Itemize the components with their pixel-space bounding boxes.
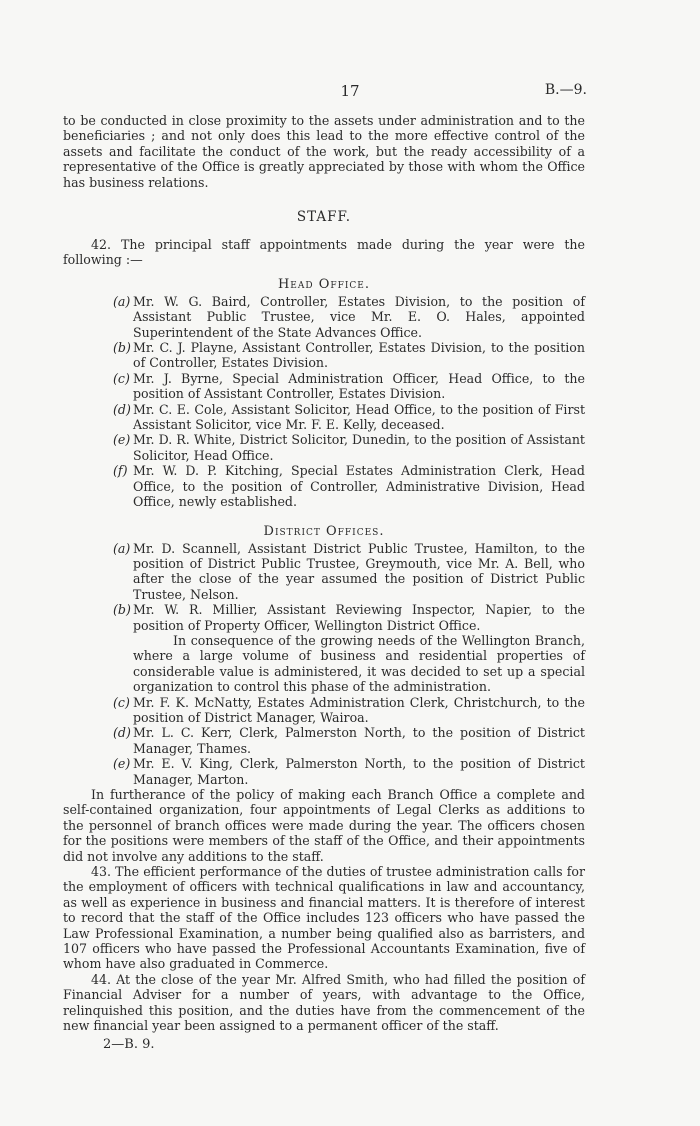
- list-item: (a) Mr. W. G. Baird, Controller, Estates Division, to the position of Assistant Public Trustee, vice Mr. E. O. Hales, appointed Superintendent of the State Advances Office.: [113, 293, 585, 340]
- district-offices-list: [63, 541, 585, 788]
- list-item: (a) Mr. D. Scannell, Assistant District Public Trustee, Hamilton, to the position of District Public Trustee, Greymouth, vice Mr. A. Bell, who after the close of the year assumed the position of District Public Trustee, Nelson.: [113, 540, 585, 602]
- paragraph-44: 44. At the close of the year Mr. Alfred Smith, who had filled the position of Financial Adviser for a number of years, with advantage to the Office, relinquished this position, and the duties have from the commencement of the new financial year been assigned to a permanent officer of the staff.: [63, 971, 585, 1034]
- document-reference: B.—9.: [544, 82, 587, 98]
- staff-heading: STAFF.: [296, 209, 352, 225]
- district-offices-heading: District Offices.: [263, 523, 385, 539]
- list-item: (f) Mr. W. D. P. Kitching, Special Estates Administration Clerk, Head Office, to the position of Controller, Administrative Division, Head Office, newly established.: [113, 463, 585, 510]
- list-item: (e) Mr. E. V. King, Clerk, Palmerston North, to the position of District Manager, Marton.: [113, 756, 585, 787]
- paragraph-42: 42. The principal staff appointments made during the year were the following :—: [63, 237, 585, 268]
- list-item: (c) Mr. J. Byrne, Special Administration Officer, Head Office, to the position of Assistant Controller, Estates Division.: [113, 370, 585, 402]
- page-number: 17: [340, 82, 360, 100]
- staff-section: [63, 209, 585, 1052]
- list-item: (b) Mr. W. R. Millier, Assistant Reviewing Inspector, Napier, to the position of Property Officer, Wellington District Office.: [113, 602, 585, 633]
- head-office-heading: Head Office.: [277, 276, 371, 292]
- furtherance-paragraph: In furtherance of the policy of making each Branch Office a complete and self-contained organization, four appointments of Legal Clerks as additions to the personnel of branch offices were made during the year. The officers chosen for the positions were members of the staff of the Office, and their appointments did not involve any additions to the staff.: [63, 787, 585, 864]
- footer-signature: 2—B. 9.: [103, 1036, 155, 1052]
- district-sub-paragraph: In consequence of the growing needs of the Wellington Branch, where a large volume of business and residential properties of considerable value is administered, it was decided to set up a special organization to control this phase of the administration.: [133, 632, 585, 695]
- list-item: (b) Mr. C. J. Playne, Assistant Controller, Estates Division, to the position of Controller, Estates Division.: [113, 340, 585, 371]
- list-item: (e) Mr. D. R. White, District Solicitor, Dunedin, to the position of Assistant Solicitor, Head Office.: [113, 432, 585, 463]
- list-item: (d) Mr. L. C. Kerr, Clerk, Palmerston North, to the position of District Manager, Thames.: [113, 725, 585, 756]
- list-item: (d) Mr. C. E. Cole, Assistant Solicitor, Head Office, to the position of First Assistant Solicitor, vice Mr. F. E. Kelly, deceased.: [113, 401, 585, 433]
- opening-paragraph-block: [63, 113, 585, 190]
- list-item: (c) Mr. F. K. McNatty, Estates Administration Clerk, Christchurch, to the position of District Manager, Wairoa.: [113, 694, 585, 725]
- paragraph-43: 43. The efficient performance of the duties of trustee administration calls for the employment of officers with technical qualifications in law and accountancy, as well as experience in business and financial matters. It is therefore of interest to record that the staff of the Office includes 123 officers who have passed the Law Professional Examination, a number being qualified also as barristers, and 107 officers who have passed the Professional Accountants Examination, five of whom have also graduated in Commerce.: [63, 864, 585, 972]
- opening-paragraph: to be conducted in close proximity to the assets under administration and to the beneficiaries ; and not only does this lead to the more effective control of the assets and facilitate the conduct of the work, but the ready accessibility of a representative of the Office is greatly appreciated by those with whom the Office has business relations.: [63, 113, 585, 190]
- head-office-list: [63, 294, 585, 510]
